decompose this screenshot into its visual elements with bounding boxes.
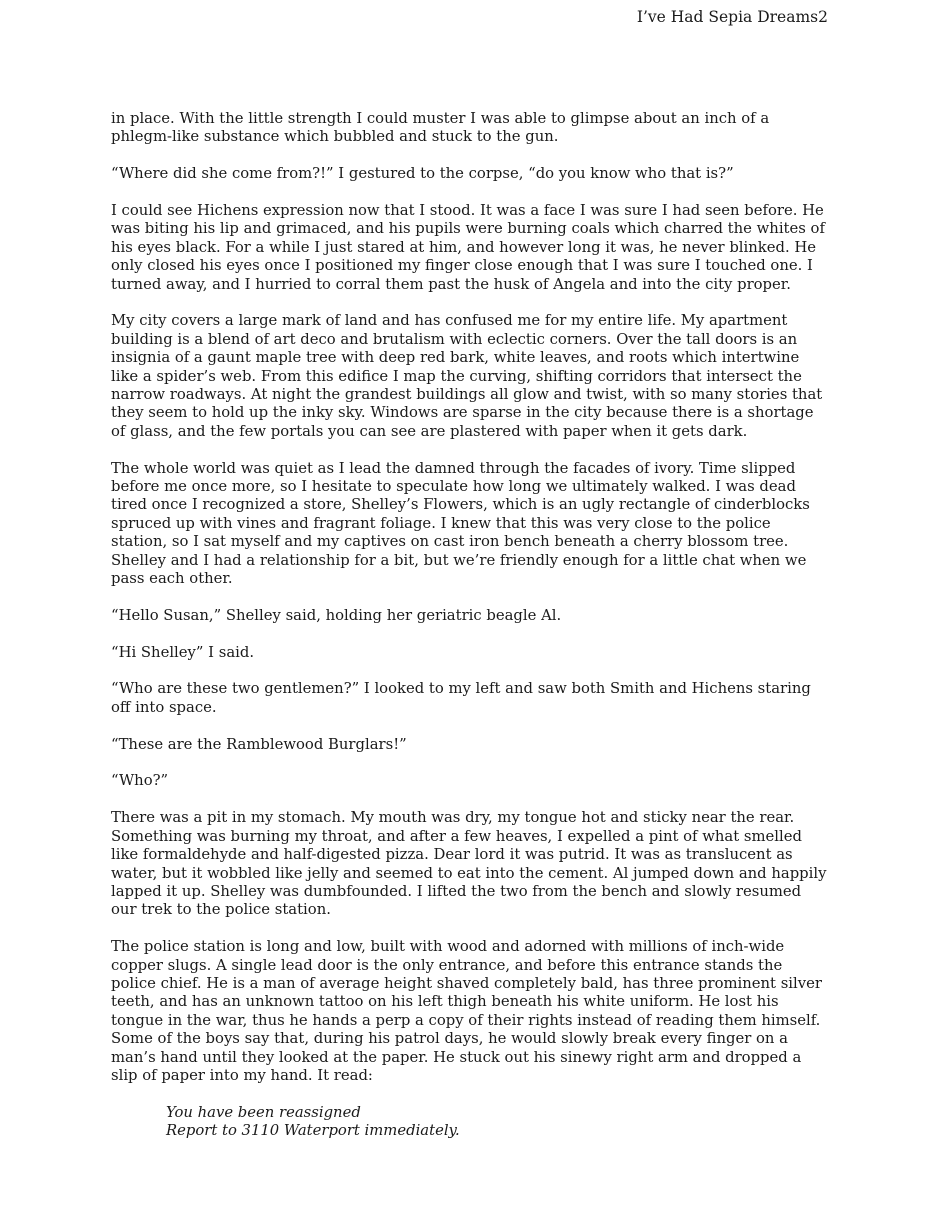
page-number: 2: [818, 8, 828, 26]
paragraph: The police station is long and low, built with wood and adorned with millions of inch-wide copper slugs. A single lead door is the only entrance, and before this entrance stands the police chief. He is a man of average height shaved completely bald, has three prominent silver teeth, and has an unknown tattoo on his left thigh beneath his white uniform. He lost his tongue in the war, thus he hands a perp a copy of their rights instead of reading them himself. Some of the boys say that, during his patrol days, he would slowly break every finger on a man’s hand until they looked at the paper. He stuck out his sinewy right arm and dropped a slip of paper into my hand. It read:: [111, 938, 822, 1084]
running-header: [637, 6, 828, 28]
paragraph: My city covers a large mark of land and has confused me for my entire life. My apartment building is a blend of art deco and brutalism with eclectic corners. Over the tall doors is an insignia of a gaunt maple tree with deep red bark, white leaves, and roots which intertwine like a spider’s web. From this edifice I map the curving, shifting corridors that intersect the narrow roadways. At night the grandest buildings all glow and twist, with so many stories that they seem to hold up the inky sky. Windows are sparse in the city because there is a shortage of glass, and the few portals you can see are plastered with paper when it gets dark.: [111, 312, 823, 440]
paragraph: “Where did she come from?!” I gestured to the corpse, “do you know who that is?”: [111, 165, 734, 183]
reassignment-note: [166, 1104, 830, 1141]
paragraph: “Hello Susan,” Shelley said, holding her geriatric beagle Al.: [111, 606, 562, 624]
paragraph: “These are the Ramblewood Burglars!”: [111, 735, 407, 753]
running-title: I’ve Had Sepia Dreams: [636, 8, 819, 26]
paragraph: in place. With the little strength I could muster I was able to glimpse about an inch of a phlegm-like substance which bubbled and stuck to the gun.: [111, 110, 770, 146]
page-body: [111, 110, 830, 1141]
paragraph: “Who?”: [111, 772, 169, 790]
paragraph: There was a pit in my stomach. My mouth was dry, my tongue hot and sticky near the rear. Something was burning my throat, and after a few heaves, I expelled a pint of what smelled like formaldehyde and half-digested pizza. Dear lord it was putrid. It was as translucent as water, but it wobbled like jelly and seemed to eat into the cement. Al jumped down and happily lapped it up. Shelley was dumbfounded. I lifted the two from the bench and slowly resumed our trek to the police station.: [111, 809, 827, 919]
paragraph: “Hi Shelley” I said.: [111, 643, 255, 661]
paragraph: “Who are these two gentlemen?” I looked to my left and saw both Smith and Hichens staring off into space.: [111, 680, 811, 716]
paragraph: I could see Hichens expression now that I stood. It was a face I was sure I had seen before. He was biting his lip and grimaced, and his pupils were burning coals which charred the whites of his eyes black. For a while I just stared at him, and however long it was, he never blinked. He only closed his eyes once I positioned my finger close enough that I was sure I touched one. I turned away, and I hurried to corral them past the husk of Angela and into the city proper.: [111, 202, 825, 293]
note-line: Report to 3110 Waterport immediately.: [166, 1122, 460, 1140]
paragraph: The whole world was quiet as I lead the damned through the facades of ivory. Time slipped before me once more, so I hesitate to speculate how long we ultimately walked. I was dead tired once I recognized a store, Shelley’s Flowers, which is an ugly rectangle of cinderblocks spruced up with vines and fragrant foliage. I knew that this was very close to the police station, so I sat myself and my captives on cast iron bench beneath a cherry blossom tree. Shelley and I had a relationship for a bit, but we’re friendly enough for a little chat when we pass each other.: [111, 459, 810, 588]
note-line: You have been reassigned: [166, 1103, 361, 1121]
